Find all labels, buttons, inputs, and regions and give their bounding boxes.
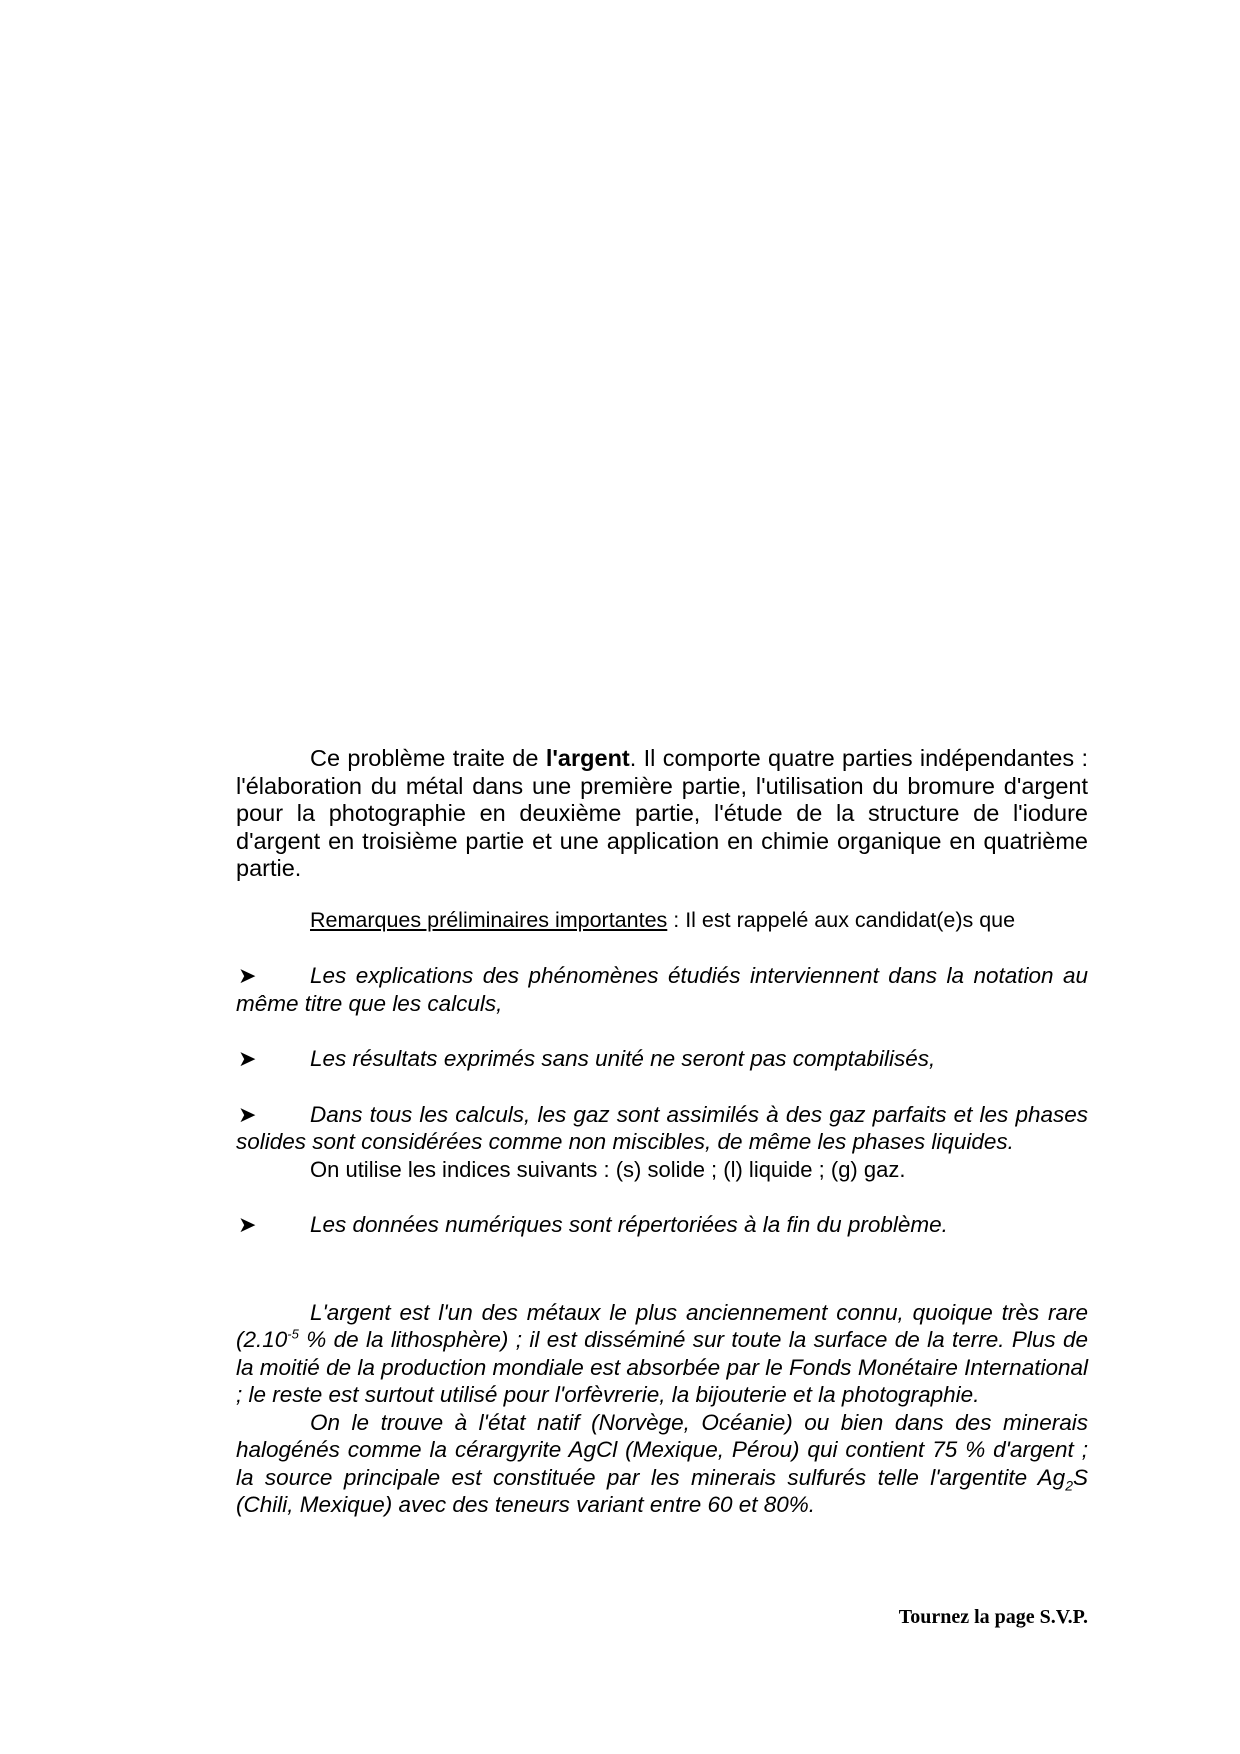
arrow-left-icon: ➤ (238, 1046, 257, 1071)
argent-paragraph-2 (236, 1409, 1088, 1519)
argent-paragraph-1 (236, 1299, 1088, 1409)
intro-text-a: Ce problème traite de (310, 745, 546, 771)
argent-p1-b: % de la lithosphère) ; il est disséminé sur toute la surface de la terre. Plus de la moitié de la production mondiale est absorbée par le Fonds Monétaire International ; le reste est surtout utilisé pour l'orfèvrerie, la bijouterie et la photographie. (236, 1327, 1088, 1407)
subscript: 2 (1065, 1477, 1073, 1493)
argent-p1-a: L'argent est l'un des métaux le plus anciennement connu, quoique très rare (2.10 (236, 1299, 1088, 1352)
list-item-text: Les données numériques sont répertoriées à la fin du problème. (310, 1212, 948, 1237)
page-footer: Tournez la page S.V.P. (898, 1606, 1088, 1628)
page-content (236, 745, 1088, 1519)
list-item (236, 1211, 1088, 1239)
indices-line: On utilise les indices suivants : (s) solide ; (l) liquide ; (g) gaz. (310, 1156, 906, 1182)
intro-paragraph (236, 745, 1088, 883)
argent-p2-a: On le trouve à l'état natif (Norvège, Océanie) ou bien dans des minerais halogénés comme la cérargyrite AgCl (Mexique, Pérou) qui contient 75 % d'argent ; la source principale est constituée par les minerais sulfurés telle l'argentite Ag (236, 1409, 1088, 1490)
intro-keyword: l'argent (545, 745, 630, 771)
intro-text-b: . Il comporte quatre parties indépendantes : l'élaboration du métal dans une première partie, l'utilisation du bromure d'argent pour la photographie en deuxième partie, l'étude de la structure de l'iodure d'argent en troisième partie et une application en chimie organique en quatrième partie. (236, 745, 1088, 881)
remarks-title: Remarques préliminaires importantes (310, 907, 668, 932)
arrow-left-icon: ➤ (238, 1101, 257, 1127)
remarks-line (236, 907, 1088, 935)
list-item (236, 1045, 1088, 1073)
list-item-text: Les résultats exprimés sans unité ne seront pas comptabilisés, (310, 1046, 936, 1071)
argent-p2-b: S (Chili, Mexique) avec des teneurs variant entre 60 et 80%. (236, 1464, 1088, 1517)
arrow-left-icon: ➤ (238, 1212, 257, 1237)
list-item-text: Les explications des phénomènes étudiés interviennent dans la notation au même titre que les calculs, (236, 963, 1088, 1016)
list-item-text: Dans tous les calculs, les gaz sont assimilés à des gaz parfaits et les phases solides sont considérées comme non miscibles, de même les phases liquides. (236, 1101, 1088, 1154)
list-item (236, 1101, 1088, 1184)
remarks-rest: : Il est rappelé aux candidat(e)s que (667, 907, 1016, 932)
list-item (236, 962, 1088, 1017)
exponent: -5 (287, 1326, 299, 1342)
argent-section (236, 1299, 1088, 1519)
arrow-left-icon: ➤ (238, 963, 257, 988)
